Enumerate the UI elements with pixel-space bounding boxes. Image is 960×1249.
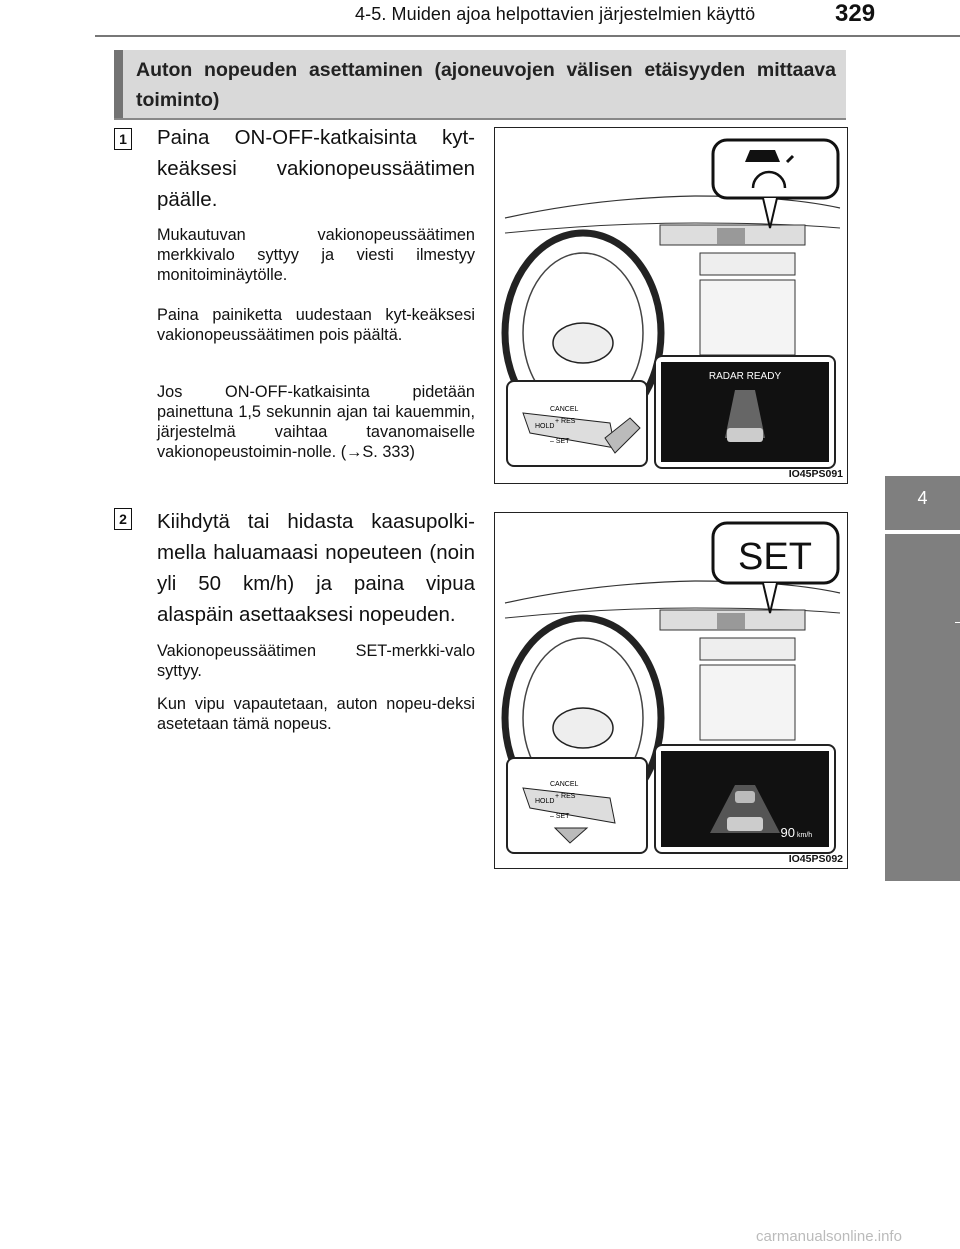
section-title-bar xyxy=(114,50,846,118)
source-watermark: carmanualsonline.info xyxy=(756,1228,902,1245)
running-header: 4-5. Muiden ajoa helpottavien järjestelmien käyttö xyxy=(355,4,756,24)
step-1-note-1: Mukautuvan vakionopeussäätimen merkkivalo syttyy ja viesti ilmestyy monitoiminäytölle. xyxy=(157,226,475,284)
side-tab-tick xyxy=(955,622,960,623)
step-2-note-1: Vakionopeussäätimen SET-merkki-valo syttyy. xyxy=(157,642,475,680)
lever-res-label: + RES xyxy=(555,418,576,425)
step-1-note-3: Jos ON-OFF-katkaisinta pidetään painettuna 1,5 sekunnin ajan tai kauemmin, järjestelmä vaihtaa tavanomaiselle vakionopeustoimin-nolle. (→S. 333) xyxy=(157,383,475,461)
figure-radar-ready xyxy=(494,127,848,484)
lever-set-label: – SET xyxy=(550,813,570,820)
side-tab-divider xyxy=(885,530,960,534)
dashboard-illustration-2 xyxy=(495,513,847,868)
figure-code: IO45PS092 xyxy=(788,853,843,865)
lever-hold-label: HOLD xyxy=(535,423,555,430)
lever-set-label: – SET xyxy=(550,438,570,445)
figure-code: IO45PS091 xyxy=(788,468,843,480)
step-2-instruction: Kiihdytä tai hidasta kaasupolki-mella haluamaasi nopeuteen (noin yli 50 km/h) ja paina vipua alaspäin asettaaksesi nopeuden. xyxy=(157,510,475,626)
lever-res-label: + RES xyxy=(555,793,576,800)
step-1-instruction: Paina ON-OFF-katkaisinta kyt-keäksesi vakionopeussäätimen päälle. xyxy=(157,126,475,211)
page-number: 329 xyxy=(835,0,876,27)
title-rule xyxy=(114,118,846,120)
step-number-1: 1 xyxy=(114,128,132,150)
section-title: Auton nopeuden asettaminen (ajoneuvojen välisen etäisyyden mittaava toiminto) xyxy=(136,59,836,111)
step-number-2: 2 xyxy=(114,508,132,530)
lever-hold-label: HOLD xyxy=(535,798,555,805)
chapter-side-tab xyxy=(885,476,960,1097)
speed-unit: km/h xyxy=(797,832,813,839)
lever-cancel-label: CANCEL xyxy=(550,781,579,788)
display-message: RADAR READY xyxy=(708,371,782,382)
set-indicator: SET xyxy=(738,536,812,578)
lever-cancel-label: CANCEL xyxy=(550,406,579,413)
step-1-note-2: Paina painiketta uudestaan kyt-keäksesi vakionopeussäätimen pois päältä. xyxy=(157,306,475,344)
chapter-name: Ajaminen xyxy=(891,1026,910,1097)
step-2-note-2: Kun vipu vapautetaan, auton nopeu-deksi asetetaan tämä nopeus. xyxy=(157,695,475,733)
header-rule xyxy=(95,35,960,37)
chapter-number: 4 xyxy=(917,488,928,508)
car-icon xyxy=(745,150,780,162)
figure-set-speed xyxy=(494,512,848,869)
speed-value: 90 xyxy=(780,825,795,840)
dashboard-illustration xyxy=(495,128,847,483)
title-accent-bar xyxy=(114,50,123,118)
